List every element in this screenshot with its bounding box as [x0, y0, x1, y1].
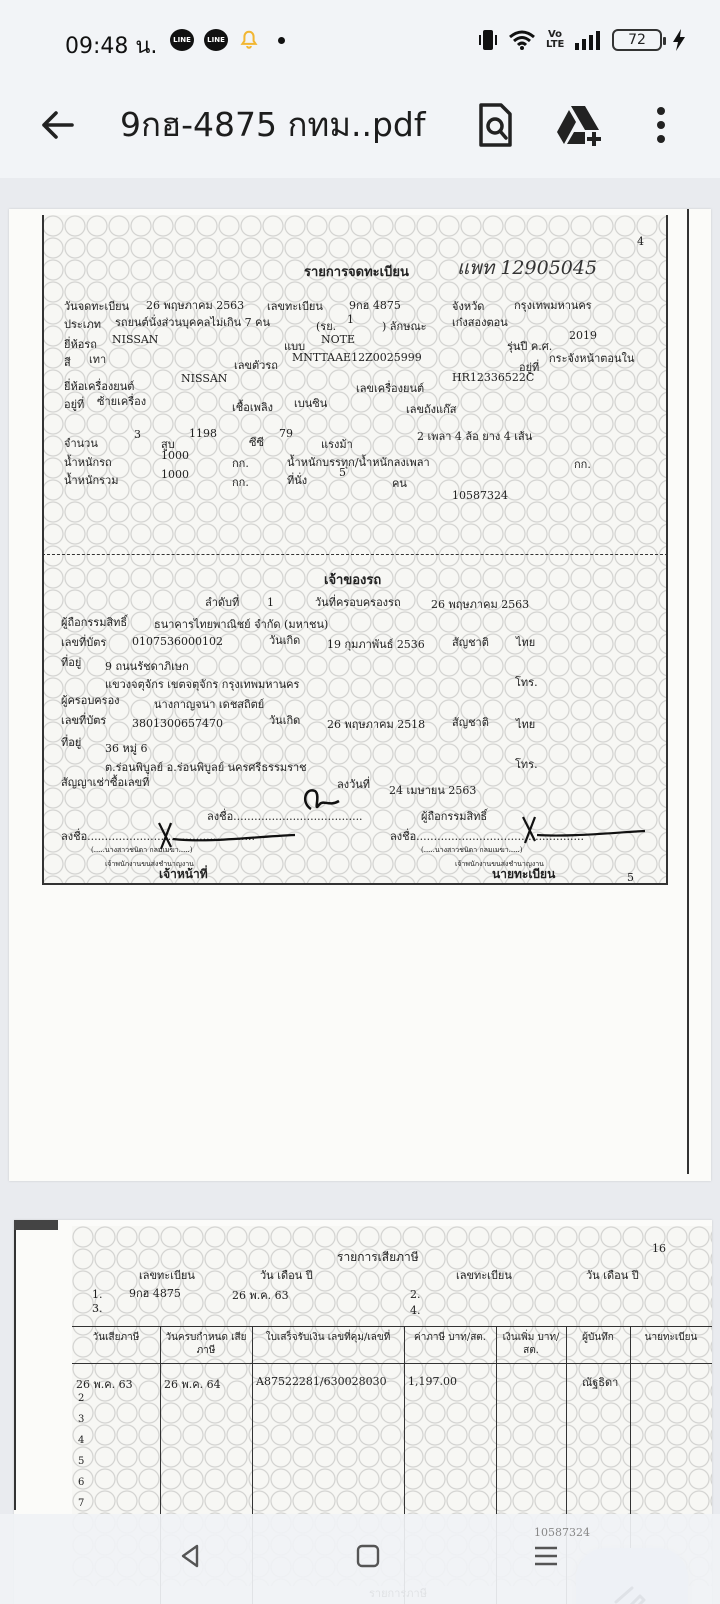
label: ที่อยู่: [61, 736, 82, 749]
dot-icon: [278, 37, 285, 44]
label: แบบ: [284, 340, 306, 353]
column-header: เลขทะเบียน: [456, 1269, 512, 1282]
officer-name: (.....นางสาวชนิดา กลมเมฆา.....): [91, 846, 193, 854]
label: สัญชาติ: [452, 716, 489, 729]
table-grid-line: [72, 1363, 712, 1364]
status-bar: [0, 0, 720, 82]
table-header-cell: ผู้บันทึก: [582, 1332, 614, 1343]
label: เลขที่บัตร: [61, 714, 107, 727]
label: น้ำหนักบรรทุก/น้ำหนักลงเพลา: [287, 456, 430, 469]
label: วันจดทะเบียน: [64, 300, 130, 313]
column-header: เลขทะเบียน: [139, 1269, 195, 1282]
row-number: 1.: [92, 1288, 103, 1301]
label: กก.: [574, 458, 591, 471]
column-header: วัน เดือน ปี: [260, 1269, 313, 1282]
owner-heading: เจ้าของรถ: [324, 573, 382, 588]
bell-icon: [238, 29, 260, 51]
possessor-id: 3801300657470: [132, 717, 223, 730]
label: วันที่ครอบครองรถ: [315, 596, 401, 609]
label: สัญญาเช่าซื้อเลขที่: [61, 776, 150, 789]
label: เลขเครื่องยนต์: [356, 382, 425, 395]
table-row-number: 5: [78, 1456, 85, 1467]
table-row-number: 2: [78, 1393, 85, 1404]
table-header-cell: วันครบกำหนด เสียภาษี: [165, 1332, 247, 1356]
wifi-icon: [508, 29, 536, 51]
navigation-bar: [0, 1514, 720, 1604]
label: ผู้ครอบครอง: [61, 694, 120, 707]
province: กรุงเทพมหานคร: [514, 299, 592, 312]
owner-id: 0107536000102: [132, 635, 223, 648]
label: เลขถังแก๊ส: [406, 403, 457, 416]
body-style: เก๋งสองตอน: [452, 316, 508, 329]
table-header-cell: นายทะเบียน: [644, 1332, 698, 1343]
drive-add-icon: [555, 104, 603, 146]
page-number: 5: [627, 871, 634, 884]
owner-address: แขวงจตุจักร เขตจตุจักร กรุงเทพมหานคร: [105, 678, 300, 691]
pdf-page-1: [9, 209, 711, 1181]
table-row-number: 4: [78, 1435, 85, 1446]
handwritten-reference: แพท 12905045: [457, 257, 598, 279]
registrar-name: (.....นางสาวชนิดา กลมเมฆา.....): [421, 846, 523, 854]
label: สูบ: [161, 438, 175, 451]
record-date: 26 พ.ค. 63: [232, 1289, 289, 1302]
possessor-address: 36 หมู่ 6: [105, 742, 148, 755]
corner-number: 4: [637, 235, 644, 248]
possessor-address: ต.ร่อนพิบูลย์ อ.ร่อนพิบูลย์ นครศรีธรรมราช: [105, 761, 307, 774]
contract-date: 24 เมษายน 2563: [389, 784, 477, 797]
table-cell: 26 พ.ค. 64: [164, 1378, 221, 1391]
vibrate-icon: [478, 28, 498, 52]
signature-line: ลงชื่อ................................................: [61, 830, 256, 843]
registration-date: 26 พฤษภาคม 2563: [146, 299, 245, 312]
square-home-icon: [355, 1543, 381, 1569]
label: (รย.: [316, 320, 337, 333]
scan-edge: [687, 209, 689, 1174]
vin-location: กระจังหน้าตอนใน: [549, 352, 635, 365]
table-row-number: 3: [78, 1414, 85, 1425]
label: วันเกิด: [269, 634, 301, 647]
label: ประเภท: [64, 318, 102, 331]
officer-label: เจ้าหน้าที่: [159, 867, 208, 881]
recorder-note: ณัฐธิดา: [582, 1376, 619, 1389]
notification-icons: [170, 29, 285, 51]
scan-border: [42, 215, 44, 885]
possession-date: 26 พฤษภาคม 2563: [431, 598, 530, 611]
order-number: 1: [267, 596, 274, 609]
label: โทร.: [515, 758, 538, 771]
label: ลงวันที่: [337, 778, 371, 791]
label: ยี่ห้อรถ: [64, 338, 97, 351]
label: ผู้ถือกรรมสิทธิ์: [61, 616, 128, 629]
plate-number: 9กฮ 4875: [129, 1287, 181, 1300]
table-row-number: 6: [78, 1477, 85, 1488]
table-header-cell: เงินเพิ่ม บาท/สต.: [502, 1332, 560, 1356]
find-in-page-icon: [477, 103, 513, 147]
model-year: 2019: [569, 329, 597, 342]
table-header-cell: วันเสียภาษี: [92, 1332, 140, 1343]
vehicle-weight: 1000: [161, 449, 189, 462]
table-cell: 26 พ.ค. 63: [76, 1378, 133, 1391]
app-bar: [0, 82, 720, 179]
label: ลำดับที่: [205, 596, 240, 609]
section-divider: [42, 554, 668, 556]
engine-location: ซ้ายเครื่อง: [97, 395, 147, 408]
label: สี: [64, 356, 71, 369]
label: เลขทะเบียน: [267, 300, 323, 313]
label: เลขตัวรถ: [234, 359, 278, 372]
label: ) ลักษณะ: [382, 320, 427, 333]
table-cell: A87522281/630028030: [256, 1375, 387, 1388]
label: อยู่ที่: [519, 361, 540, 374]
label: วันเกิด: [269, 714, 301, 727]
label: โทร.: [515, 676, 538, 689]
label: กก.: [232, 476, 249, 489]
label: ที่นั่ง: [287, 474, 308, 487]
charging-icon: [672, 28, 686, 52]
fuel-type: เบนซิน: [294, 397, 328, 410]
scan-edge: [14, 1230, 16, 1510]
label: อยู่ที่: [64, 398, 85, 411]
nav-home-button[interactable]: [344, 1536, 392, 1576]
serial-number: 10587324: [452, 489, 508, 502]
horsepower: 79: [279, 427, 293, 440]
possessor-name: นางกาญจนา เดชสถิตย์: [154, 698, 265, 711]
label: น้ำหนักรถ: [64, 456, 112, 469]
row-number: 2.: [410, 1288, 421, 1301]
engine-brand: NISSAN: [181, 372, 228, 385]
color: เทา: [89, 353, 107, 366]
table-cell: 1,197.00: [408, 1375, 457, 1388]
label: กก.: [232, 457, 249, 470]
volte-indicator: Vo LTE: [546, 29, 565, 50]
cylinders: 3: [134, 428, 141, 441]
label: จำนวน: [64, 437, 98, 450]
label: จังหวัด: [452, 300, 485, 313]
table-header-cell: ค่าภาษี บาท/สต.: [414, 1332, 486, 1343]
save-to-drive-button[interactable]: [554, 100, 604, 150]
vin: MNTTAAE12Z0025999: [292, 351, 422, 364]
column-header: วัน เดือน ปี: [586, 1269, 639, 1282]
registrar-label: นายทะเบียน: [492, 867, 556, 881]
system-icons: [478, 28, 686, 52]
owner-birthdate: 19 กุมภาพันธ์ 2536: [327, 638, 425, 651]
arrow-back-icon: [40, 110, 74, 140]
engine-cc: 1198: [189, 427, 217, 440]
scan-edge: [14, 1220, 58, 1230]
label: ยี่ห้อเครื่องยนต์: [64, 380, 135, 393]
nav-recents-button[interactable]: [522, 1536, 570, 1576]
battery-indicator: 72: [612, 29, 662, 51]
owner-address: 9 ถนนรัชดาภิเษก: [105, 660, 189, 673]
plate-number: 9กฮ 4875: [349, 299, 401, 312]
officer-signature: [149, 819, 299, 859]
back-button[interactable]: [34, 102, 80, 148]
label: เลขที่บัตร: [61, 636, 107, 649]
status-time: 09:48 น.: [65, 34, 158, 59]
seats: 5: [339, 466, 346, 479]
signal-icon: [574, 30, 602, 50]
line-icon: LINE: [170, 29, 194, 51]
signature-line: ลงชื่อ................................................: [390, 830, 585, 843]
vehicle-type: รถยนต์นั่งส่วนบุคคลไม่เกิน 7 คน: [115, 316, 271, 329]
label: คน: [392, 477, 407, 490]
nav-back-button[interactable]: [166, 1536, 214, 1576]
label: ที่อยู่: [61, 656, 82, 669]
label: ผู้ถือกรรมสิทธิ์: [421, 810, 488, 823]
registrar-position: เจ้าพนักงานขนส่งชำนาญงาน: [455, 860, 544, 868]
label: สัญชาติ: [452, 636, 489, 649]
registrar-signature: [509, 813, 649, 853]
row-number: 4.: [410, 1304, 421, 1317]
recents-lines-icon: [533, 1543, 559, 1569]
label: รุ่นปี ค.ศ.: [507, 340, 553, 353]
label: เชื้อเพลิง: [232, 401, 273, 414]
more-options-button[interactable]: [636, 100, 686, 150]
section-heading: รายการจดทะเบียน: [304, 265, 409, 280]
document-title: 9กฮ-4875 กทม..pdf: [120, 105, 426, 144]
engine-number: HR12336522C: [452, 371, 535, 384]
scan-border: [42, 883, 668, 885]
signature-line: ลงชื่อ.....................................: [207, 810, 363, 823]
brand: NISSAN: [112, 333, 159, 346]
table-row-number: 7: [78, 1498, 85, 1509]
more-vert-icon: [656, 107, 666, 143]
rs-value: 1: [347, 313, 354, 326]
section-heading: รายการเสียภาษี: [337, 1250, 419, 1264]
triangle-back-icon: [177, 1543, 203, 1569]
table-header-cell: ใบเสร็จรับเงิน เลขที่คุม/เลขที่: [265, 1332, 391, 1343]
label: ซีซี: [249, 436, 264, 449]
owner-nationality: ไทย: [516, 636, 536, 649]
officer-position: เจ้าพนักงานขนส่งชำนาญงาน: [105, 860, 194, 868]
line-icon: LINE: [204, 29, 228, 51]
axle-config: 2 เพลา 4 ล้อ ยาง 4 เส้น: [417, 430, 533, 443]
search-document-button[interactable]: [470, 100, 520, 150]
row-number: 3.: [92, 1302, 103, 1315]
scan-border: [666, 215, 668, 885]
possessor-nationality: ไทย: [516, 718, 536, 731]
footer-serial: 10587324: [534, 1526, 590, 1539]
pdf-viewer[interactable]: [0, 178, 720, 1604]
label: น้ำหนักรวม: [64, 474, 119, 487]
owner-name: ธนาคารไทยพาณิชย์ จำกัด (มหาชน): [154, 618, 329, 631]
possessor-birthdate: 26 พฤษภาคม 2518: [327, 718, 426, 731]
corner-number: 16: [652, 1242, 666, 1255]
gross-weight: 1000: [161, 468, 189, 481]
label: แรงม้า: [321, 438, 353, 451]
model: NOTE: [321, 333, 356, 346]
